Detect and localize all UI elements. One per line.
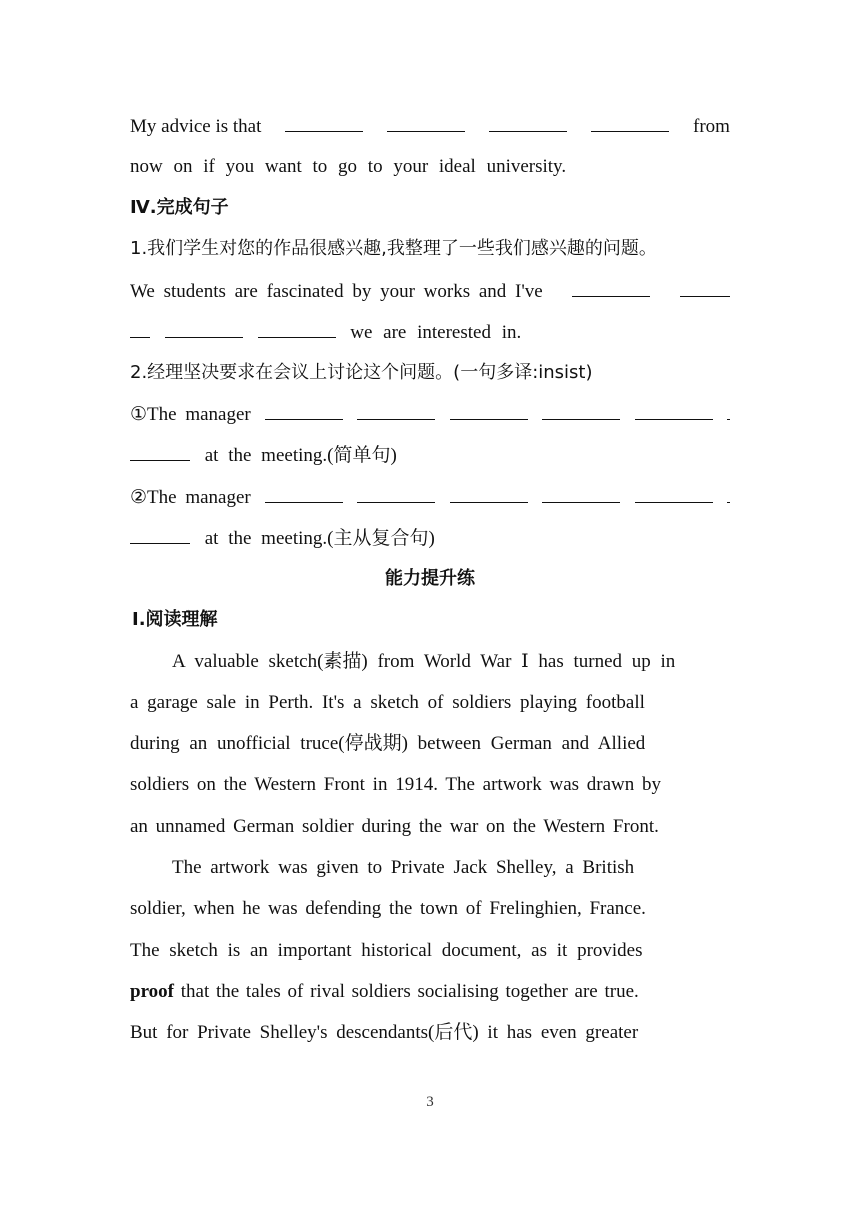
- paragraph-2-line: soldier, when he was defending the town of Frelinghien, France.: [130, 898, 646, 919]
- paragraph-1-line: A valuable sketch(素描) from World War Ⅰ has turned up in: [172, 651, 676, 672]
- question-2a-text: ①The manager: [130, 404, 251, 425]
- question-1-end-text: we are interested in.: [350, 322, 522, 343]
- answer-blank[interactable]: [542, 485, 620, 503]
- question-1-english-cont: [130, 320, 730, 345]
- section-heading: Ⅳ.完成句子: [130, 197, 229, 218]
- question-2b: [130, 485, 730, 510]
- answer-blank[interactable]: [165, 320, 243, 338]
- paragraph-1-line: soldiers on the Western Front in 1914. The artwork was drawn by: [130, 774, 662, 795]
- paragraph-2-line: The artwork was given to Private Jack Shelley, a British: [172, 857, 635, 878]
- bold-keyword: proof: [130, 981, 174, 1002]
- advice-line-2: now on if you want to go to your ideal university.: [130, 156, 567, 177]
- paragraph-2-line: [130, 980, 730, 1004]
- answer-blank[interactable]: [258, 320, 336, 338]
- answer-blank[interactable]: [450, 485, 528, 503]
- advice-text: My advice is that: [130, 116, 262, 137]
- question-1-chinese: 1.我们学生对您的作品很感兴趣,我整理了一些我们感兴趣的问题。: [130, 238, 657, 259]
- answer-blank[interactable]: [387, 114, 465, 132]
- answer-blank[interactable]: [265, 402, 343, 420]
- advice-line: [130, 114, 730, 139]
- paragraph-1-line: a garage sale in Perth. It's a sketch of soldiers playing football: [130, 692, 645, 713]
- question-2a-cont: [130, 443, 730, 468]
- answer-blank[interactable]: [130, 443, 190, 461]
- question-2b-cont: [130, 526, 730, 551]
- paragraph-2-line: The sketch is an important historical document, as it provides: [130, 940, 643, 961]
- paragraph-1-line: during an unofficial truce(停战期) between German and Allied: [130, 733, 646, 754]
- answer-blank[interactable]: [285, 114, 363, 132]
- question-2b-end-text: at the meeting.(主从复合句): [204, 528, 435, 549]
- answer-blank[interactable]: [450, 402, 528, 420]
- answer-blank[interactable]: [542, 402, 620, 420]
- question-2-chinese: 2.经理坚决要求在会议上讨论这个问题。(一句多译:insist): [130, 362, 593, 383]
- paragraph-2-line-rest: that the tales of rival soldiers socialising together are true.: [180, 981, 639, 1002]
- paragraph-2-line: But for Private Shelley's descendants(后代) it has even greater: [130, 1022, 639, 1043]
- section-title: 能力提升练: [385, 568, 475, 589]
- answer-blank[interactable]: [130, 320, 150, 338]
- answer-blank[interactable]: [727, 402, 730, 420]
- question-2a: [130, 402, 730, 427]
- answer-blank[interactable]: [357, 402, 435, 420]
- answer-blank[interactable]: [591, 114, 669, 132]
- question-1-text: We students are fascinated by your works and I've: [130, 281, 543, 302]
- advice-end-text: from: [693, 116, 730, 137]
- answer-blank[interactable]: [489, 114, 567, 132]
- answer-blank[interactable]: [265, 485, 343, 503]
- answer-blank[interactable]: [727, 485, 730, 503]
- question-2b-text: ②The manager: [130, 487, 251, 508]
- answer-blank[interactable]: [357, 485, 435, 503]
- answer-blank[interactable]: [635, 402, 713, 420]
- page-number: 3: [426, 1094, 434, 1110]
- answer-blank[interactable]: [130, 526, 190, 544]
- answer-blank[interactable]: [572, 279, 650, 297]
- paragraph-1-line: an unnamed German soldier during the war on the Western Front.: [130, 816, 659, 837]
- reading-heading: Ⅰ.阅读理解: [132, 609, 218, 630]
- answer-blank[interactable]: [635, 485, 713, 503]
- answer-blank[interactable]: [680, 279, 730, 297]
- question-1-english: [130, 279, 730, 304]
- question-2a-end-text: at the meeting.(简单句): [204, 445, 397, 466]
